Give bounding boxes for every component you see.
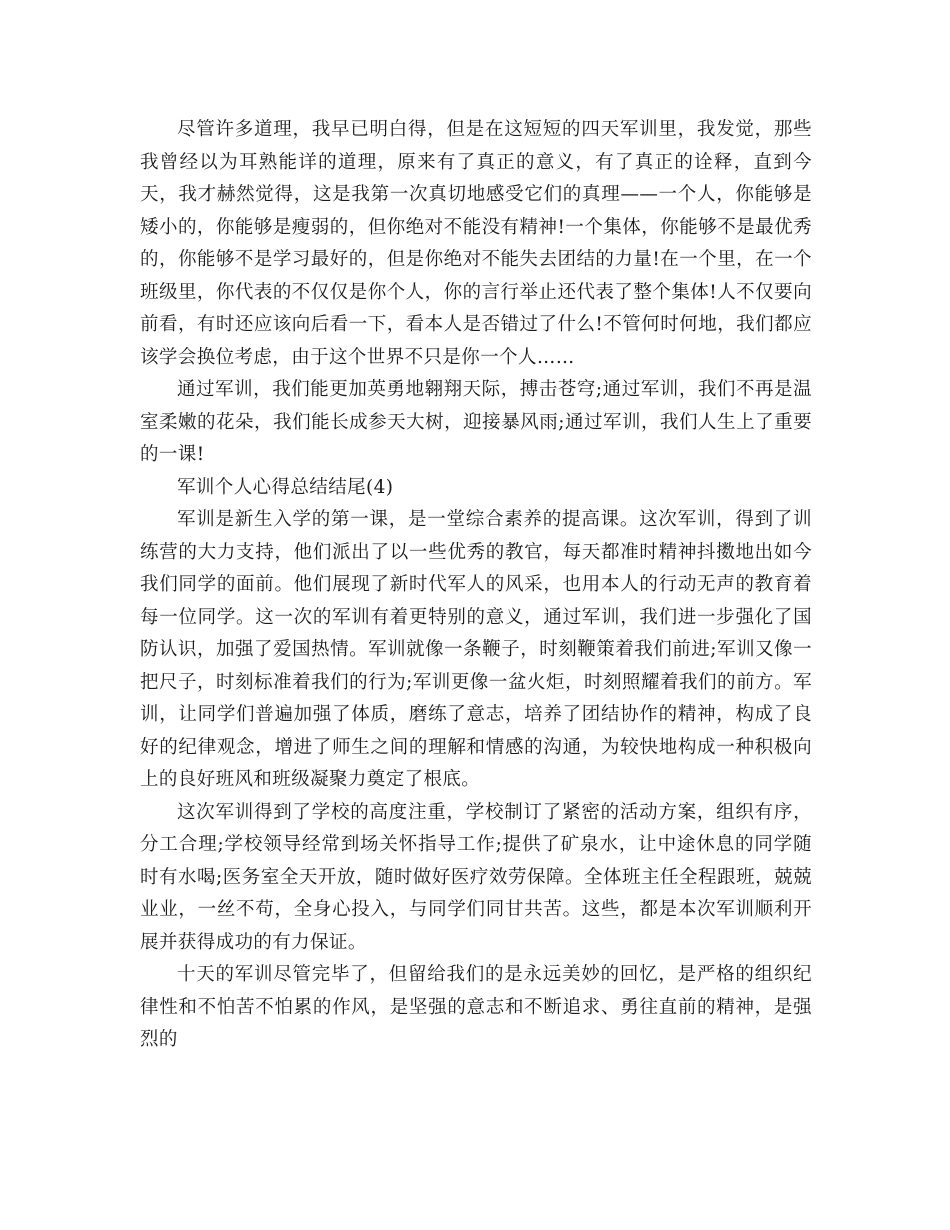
paragraph-4: 这次军训得到了学校的高度注重，学校制订了紧密的活动方案，组织有序，分工合理;学校领导经常到场关怀指导工作;提供了矿泉水，让中途休息的同学随时有水喝;医务室全天开放，随时做好医疗效劳保障。全体班主任全程跟班，兢兢业业，一丝不苟，全身心投入，与同学们同甘共苦。这些，都是本次军训顺利开展并获得成功的有力保证。	[140, 801, 812, 953]
section-heading: 军训个人心得总结结尾(4)	[177, 476, 394, 498]
paragraph-1: 尽管许多道理，我早已明白得，但是在这短短的四天军训里，我发觉，那些我曾经以为耳熟能详的道理，原来有了真正的意义，有了真正的诠释，直到今天，我才赫然觉得，这是我第一次真切地感受它们的真理——一个人，你能够是矮小的，你能够是瘦弱的，但你绝对不能没有精神!一个集体，你能够不是最优秀的，你能够不是学习最好的，但是你绝对不能失去团结的力量!在一个里，在一个班级里，你代表的不仅仅是你个人，你的言行举止还代表了整个集体!人不仅要向前看，有时还应该向后看一下，看本人是否错过了什么!不管何时何地，我们都应该学会换位考虑，由于这个世界不只是你一个人……	[140, 119, 812, 368]
paragraph-3: 军训是新生入学的第一课，是一堂综合素养的提高课。这次军训，得到了训练营的大力支持，他们派出了以一些优秀的教官，每天都准时精神抖擞地出如今我们同学的面前。他们展现了新时代军人的风采，也用本人的行动无声的教育着每一位同学。这一次的军训有着更特别的意义，通过军训，我们进一步强化了国防认识，加强了爱国热情。军训就像一条鞭子，时刻鞭策着我们前进;军训又像一把尺子，时刻标准着我们的行为;军训更像一盆火炬，时刻照耀着我们的前方。军训，让同学们普遍加强了体质，磨练了意志，培养了团结协作的精神，构成了良好的纪律观念，增进了师生之间的理解和情感的沟通，为较快地构成一种积极向上的良好班风和班级凝聚力奠定了根底。	[140, 509, 812, 790]
paragraph-2: 通过军训，我们能更加英勇地翱翔天际，搏击苍穹;通过军训，我们不再是温室柔嫩的花朵，我们能长成参天大树，迎接暴风雨;通过军训，我们人生上了重要的一课!	[140, 379, 812, 465]
paragraph-5: 十天的军训尽管完毕了，但留给我们的是永远美妙的回忆，是严格的组织纪律性和不怕苦不怕累的作风，是坚强的意志和不断追求、勇往直前的精神，是强烈的	[140, 964, 812, 1050]
